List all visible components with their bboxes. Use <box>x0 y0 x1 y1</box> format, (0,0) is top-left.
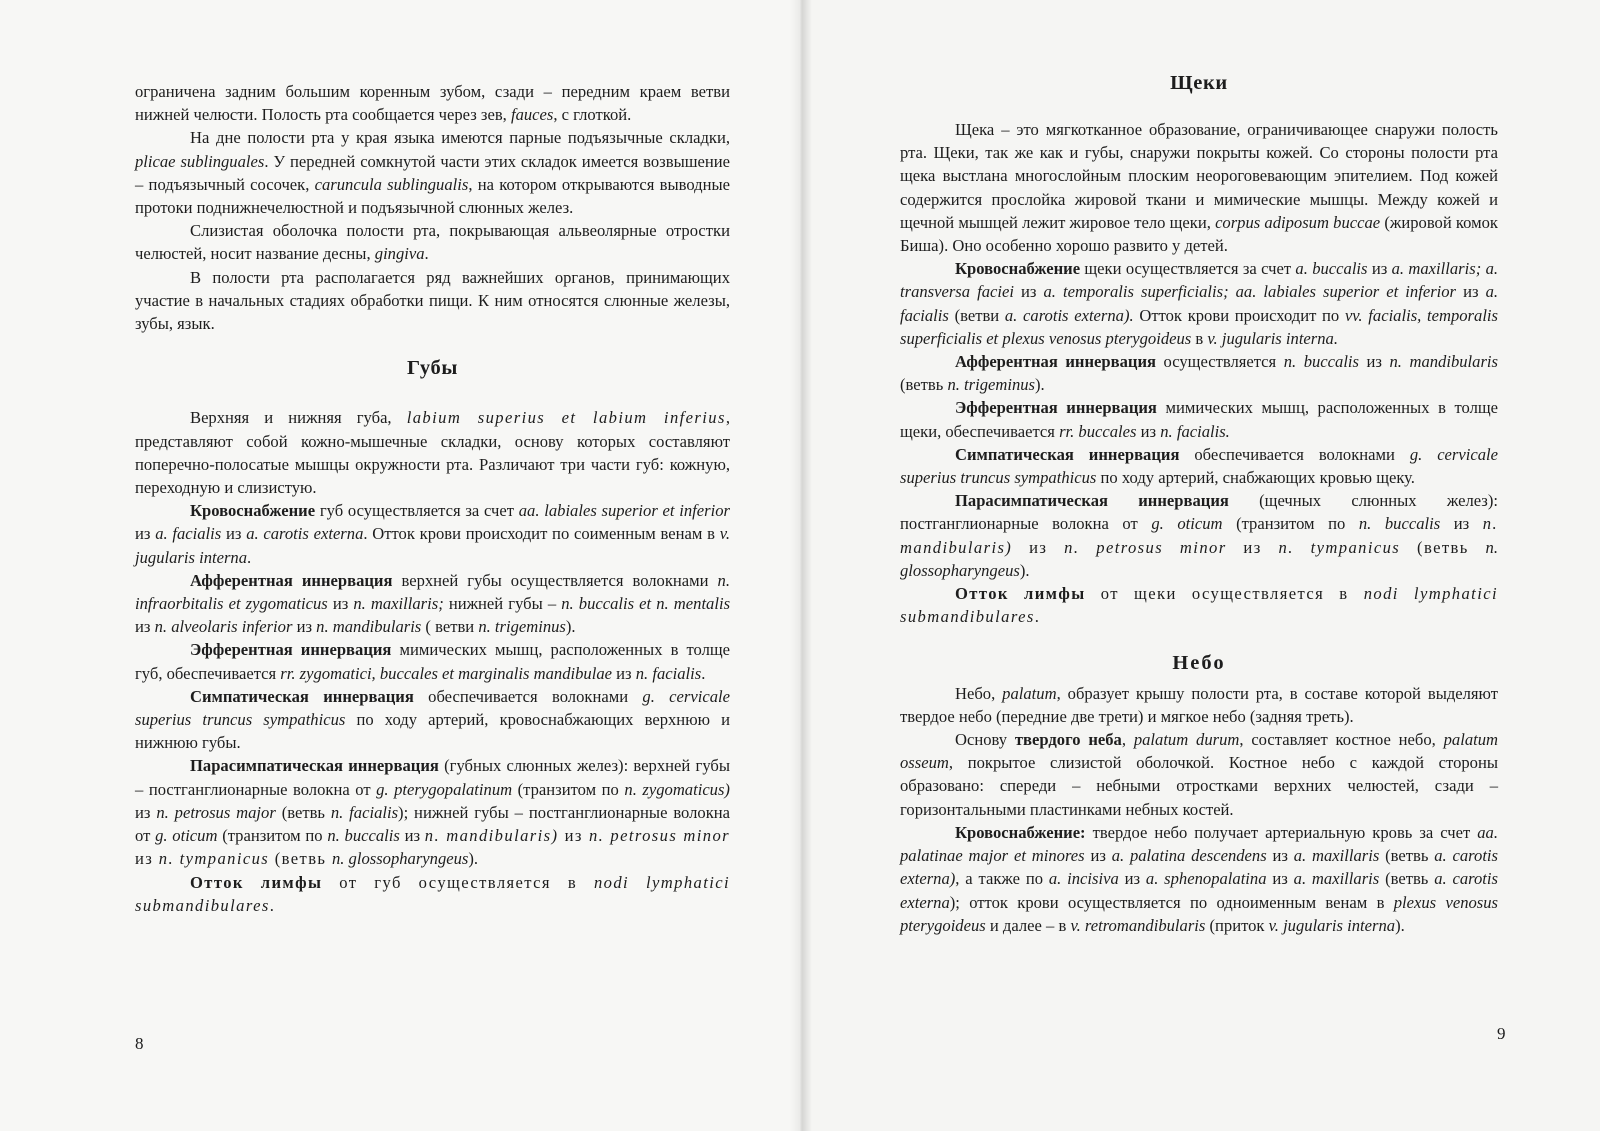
latin-term: n. glossopharyngeus <box>900 537 1498 580</box>
text: (жировой комок Биша). Оно особенно хорошо развито у детей. <box>900 212 1498 256</box>
latin-term: a. facialis <box>900 282 1499 325</box>
text: из <box>1359 352 1390 372</box>
latin-term: g. cervicale superius truncus sympathicus <box>900 444 1498 488</box>
latin-term: corpus adiposum buccae <box>1215 212 1381 232</box>
latin-term: n. petrosus minor <box>1064 537 1227 557</box>
text: по ходу артерий, кровоснабжающих верхнюю и нижнюю губы. <box>135 710 731 753</box>
latin-term: palatum <box>1002 683 1057 703</box>
paragraph-blood-supply <box>900 257 1498 350</box>
text: . У передней сомкнутой части этих складок имеется возвышение – подъязычный сосочек, <box>135 151 730 194</box>
text: из <box>292 617 317 637</box>
term-label: Симпатическая иннервация <box>190 686 414 706</box>
term-label: твердого неба <box>1014 730 1122 750</box>
left-text-column <box>135 80 730 917</box>
latin-term: n. facialis <box>330 802 399 822</box>
latin-term: a. incisiva <box>1048 869 1119 889</box>
paragraph-blood-supply <box>900 821 1498 937</box>
text: Щека – это мягкотканное образование, ограничивающее снаружи полость рта. Щеки, так же как и губы, снаружи покрыты кожей. Со стороны полости рта щека выстлана многослойным плоским неороговевающим эпителием. Под кожей содержится прослойка жировой ткани и мимические мышцы. Между кожей и щечной мышцей лежит жировое тело щеки, <box>900 120 1498 232</box>
latin-term: a. maxillaris <box>1293 846 1380 866</box>
text: , представляют собой кожно-мышечные складки, основу которых составляют поперечно-полосатые мышцы окружности рта. Различают три части губ: кожную, переходную и слизистую. <box>135 408 730 498</box>
latin-term: n. mandibularis <box>1389 352 1498 372</box>
latin-term: n. infraorbitalis et zygomaticus <box>135 570 730 614</box>
text: (ветвь <box>269 849 332 869</box>
page-number: 9 <box>1497 1024 1506 1043</box>
latin-term: n. buccalis <box>1283 352 1359 372</box>
term-label: Афферентная иннервация <box>955 352 1156 372</box>
text: (транзитом по <box>217 826 328 846</box>
text: (ветви <box>948 305 1005 325</box>
text: из <box>558 826 589 846</box>
latin-term: n. facialis. <box>1160 421 1230 441</box>
text: от губ осуществляется в <box>322 872 594 892</box>
paragraph <box>135 219 730 265</box>
text: твердое небо получает артериальную кровь за счет <box>1085 822 1478 842</box>
latin-term: a. temporalis superficialis; aa. labiales superior et inferior <box>1043 282 1457 302</box>
paragraph-afferent <box>135 569 730 639</box>
latin-term: caruncula sublingualis <box>314 174 469 194</box>
text: из <box>1440 514 1483 534</box>
text: от щеки осуществляется в <box>1085 584 1364 604</box>
text: губ осуществляется за счет <box>315 501 519 521</box>
section-heading-nebo: Небо <box>1172 652 1226 675</box>
text: (транзитом по <box>1222 514 1359 534</box>
latin-term: labium superius et labium inferius <box>406 408 726 428</box>
text: из <box>1266 869 1294 889</box>
paragraph: В полости рта располагается ряд важнейших органов, принимающих участие в начальных стадиях обработки пищи. К ним относятся слюнные железы, зубы, язык. <box>135 267 730 334</box>
latin-term: fauces <box>510 105 554 125</box>
term-label: Парасимпатическая иннервация <box>190 756 439 776</box>
latin-term: n. alveolaris inferior <box>154 617 293 637</box>
text: из <box>135 617 155 637</box>
latin-term: n. buccalis et n. mentalis <box>561 594 731 614</box>
latin-term: g. pterygopalatinum <box>376 779 513 799</box>
paragraph-blood-supply <box>135 499 730 569</box>
paragraph <box>135 126 730 219</box>
text: (губных слюнных желез): верхней губы – постганглионарные волокна от <box>135 756 730 799</box>
text: верхней губы осуществляется волокнами <box>392 570 718 590</box>
paragraph-parasympathetic <box>135 754 730 870</box>
latin-term: rr. zygomatici, buccales et marginalis mandibulae <box>280 663 612 683</box>
text: мимических мышц, расположенных в толще щеки, обеспечивается <box>900 398 1498 441</box>
text: обеспечивается волокнами <box>1179 444 1410 464</box>
text: . <box>424 244 429 264</box>
text: (ветвь <box>1400 537 1486 557</box>
latin-term: v. retromandibularis <box>1070 915 1206 935</box>
paragraph-afferent <box>900 350 1498 396</box>
text: из <box>1013 282 1044 302</box>
text: обеспечивается волокнами <box>413 686 643 706</box>
latin-term: a. facialis <box>155 524 222 544</box>
text: ). <box>1035 375 1045 395</box>
paragraph-sympathetic <box>900 443 1498 489</box>
paragraph-lymph <box>135 871 730 917</box>
text: из <box>612 663 636 683</box>
text: , образует крышу полости рта, в составе которой выделяют твердое небо (передние две трети) и мягкое небо (задняя треть). <box>900 683 1498 726</box>
term-label: Отток лимфы <box>955 584 1086 604</box>
text: (приток <box>1205 915 1269 935</box>
text: , <box>1121 730 1134 750</box>
text: из <box>1136 421 1161 441</box>
term-label: Кровоснабжение <box>955 259 1081 279</box>
paragraph <box>900 118 1498 257</box>
text: из <box>221 524 247 544</box>
text: ); отток крови осуществляется по одноименным венам в <box>949 892 1394 912</box>
latin-term: gingiva <box>374 244 425 264</box>
text: (транзитом по <box>512 779 625 799</box>
latin-term: n. tympanicus <box>1278 537 1401 557</box>
paragraph <box>900 682 1498 728</box>
latin-term: n. trigeminus <box>947 375 1036 395</box>
text: и далее – в <box>985 915 1071 935</box>
paragraph-lymph <box>900 582 1498 628</box>
text: мимических мышц, расположенных в толще губ, обеспечивается <box>135 640 730 683</box>
latin-term: n. maxillaris; <box>353 594 444 614</box>
text: (ветвь <box>900 375 948 395</box>
text: ). <box>1395 915 1405 935</box>
latin-term: v. jugularis interna <box>1268 915 1396 935</box>
text: Основу <box>955 730 1015 750</box>
latin-term: n. facialis <box>635 663 702 683</box>
term-label: Афферентная иннервация <box>190 570 393 590</box>
latin-term: n. buccalis <box>327 826 400 846</box>
text: нижней губы – <box>443 594 562 614</box>
latin-term: a. maxillaris <box>1293 869 1380 889</box>
text: , на котором открываются выводные протоки поднижнечелюстной и подъязычной слюнных желез. <box>135 174 730 218</box>
paragraph-efferent <box>900 396 1498 442</box>
text: Небо, <box>955 683 1003 703</box>
text: ограничена задним большим коренным зубом, сзади – передним краем ветви нижней челюсти. Полость рта сообщается через зев, <box>135 82 730 125</box>
latin-term: n. tympanicus <box>158 849 270 869</box>
latin-term: a. buccalis <box>1295 259 1368 279</box>
latin-term: nodi lymphatici submandibulares <box>900 584 1498 627</box>
term-label: Парасимпатическая иннервация <box>955 491 1229 511</box>
latin-term: n. buccalis <box>1358 514 1441 534</box>
latin-term: g. oticum <box>1151 514 1223 534</box>
text: из <box>1118 869 1146 889</box>
text: . <box>247 547 252 567</box>
latin-term: g. cervicale superius truncus sympathicus <box>135 686 730 730</box>
text: . <box>269 895 276 915</box>
latin-term: plexus venosus pterygoideus <box>900 892 1499 935</box>
paragraph-efferent <box>135 638 730 684</box>
text: ). <box>468 849 479 869</box>
text: щеки осуществляется за счет <box>1080 259 1296 279</box>
latin-term: a. carotis externa). <box>1004 305 1134 325</box>
text: ( ветви <box>421 617 479 637</box>
latin-term: n. trigeminus <box>478 617 566 637</box>
paragraph <box>135 406 730 499</box>
term-label: Кровоснабжение: <box>955 822 1086 842</box>
latin-term: n. petrosus minor <box>588 826 730 846</box>
latin-term: palatum durum <box>1133 730 1240 750</box>
text: из <box>1367 259 1392 279</box>
latin-term: n. mandibularis) <box>900 514 1498 557</box>
text: из <box>135 524 156 544</box>
text: из <box>327 594 354 614</box>
text: из <box>1012 537 1065 557</box>
text: ). <box>565 617 576 637</box>
text: , а также по <box>955 869 1049 889</box>
latin-term: palatum osseum <box>900 730 1499 773</box>
text: (ветвь <box>1379 846 1435 866</box>
latin-term: v. jugularis interna <box>135 524 731 567</box>
latin-term: vv. facialis, temporalis superficialis et plexus venosus pterygoideus <box>900 305 1498 348</box>
book-gutter <box>790 0 812 1131</box>
text: осуществляется <box>1155 352 1284 372</box>
text: из <box>399 826 425 846</box>
text: . Отток крови происходит по соименным венам в <box>363 524 720 544</box>
text: ); нижней губы – постганглионарные волокна от <box>135 802 730 846</box>
right-page <box>800 0 1600 1131</box>
latin-term: rr. buccales <box>1059 421 1137 441</box>
term-label: Кровоснабжение <box>190 501 316 521</box>
latin-term: v. jugularis interna. <box>1207 328 1339 348</box>
text: , составляет костное небо, <box>1239 730 1444 750</box>
text: Отток крови происходит по <box>1133 305 1345 325</box>
paragraph-sympathetic <box>135 685 730 755</box>
section-heading-guby: Губы <box>407 357 458 380</box>
term-label: Эфферентная иннервация <box>190 640 392 660</box>
latin-term: n. glossopharyngeus <box>331 849 469 869</box>
latin-term: plicae sublinguales <box>135 151 265 171</box>
text: (щечных слюнных желез): постганглионарные волокна от <box>900 491 1498 534</box>
text: Слизистая оболочка полости рта, покрывающая альвеолярные отростки челюстей, носит название десны, <box>135 221 730 264</box>
text: из <box>1084 846 1112 866</box>
text: из <box>1266 846 1294 866</box>
latin-term: a. sphenopalatina <box>1145 869 1267 889</box>
text: (ветвь <box>275 802 331 822</box>
text: из <box>1226 537 1279 557</box>
section-heading-shcheki: Щеки <box>1170 72 1228 94</box>
text: , покрытое слизистой оболочкой. Костное небо с каждой стороны образовано: спереди – небными отростками верхних челюстей, сзади – горизонтальными пластинками небных костей. <box>900 753 1498 819</box>
latin-term: n. mandibularis <box>316 617 422 637</box>
text: . <box>1034 607 1041 627</box>
right-text-column <box>900 118 1498 937</box>
text: в <box>1191 328 1208 348</box>
latin-term: a. carotis externa <box>900 869 1498 912</box>
term-label: Эфферентная иннервация <box>955 398 1157 418</box>
text: из <box>135 849 159 869</box>
latin-term: a. palatina descendens <box>1111 846 1267 866</box>
term-label: Отток лимфы <box>190 872 323 892</box>
paragraph <box>135 80 730 126</box>
latin-term: a. carotis externa) <box>900 846 1498 889</box>
text: Верхняя и нижняя губа, <box>190 408 407 428</box>
text: . <box>701 663 706 683</box>
text: по ходу артерий, снабжающих кровью щеку. <box>1096 468 1415 488</box>
text: из <box>1456 282 1486 302</box>
page-number: 8 <box>135 1034 144 1053</box>
latin-term: n. zygomaticus) <box>624 779 730 799</box>
text: , с глоткой. <box>553 105 632 125</box>
latin-term: aa. labiales superior et inferior <box>518 501 730 521</box>
latin-term: nodi lymphatici submandibulares <box>135 872 731 915</box>
text: из <box>135 802 157 822</box>
paragraph-parasympathetic <box>900 489 1498 582</box>
latin-term: n. petrosus major <box>156 802 276 822</box>
text: На дне полости рта у края языка имеются парные подъязычные складки, <box>190 128 730 148</box>
paragraph <box>900 728 1498 821</box>
latin-term: aa. palatinae major et minores <box>900 822 1498 866</box>
latin-term: g. oticum <box>155 826 218 846</box>
text: ). <box>1019 560 1030 580</box>
term-label: Симпатическая иннервация <box>955 444 1180 464</box>
latin-term: n. mandibularis) <box>424 826 559 846</box>
text: (ветвь <box>1379 869 1435 889</box>
latin-term: a. carotis externa <box>246 524 364 544</box>
latin-term: a. maxillaris; a. transversa faciei <box>900 259 1499 302</box>
